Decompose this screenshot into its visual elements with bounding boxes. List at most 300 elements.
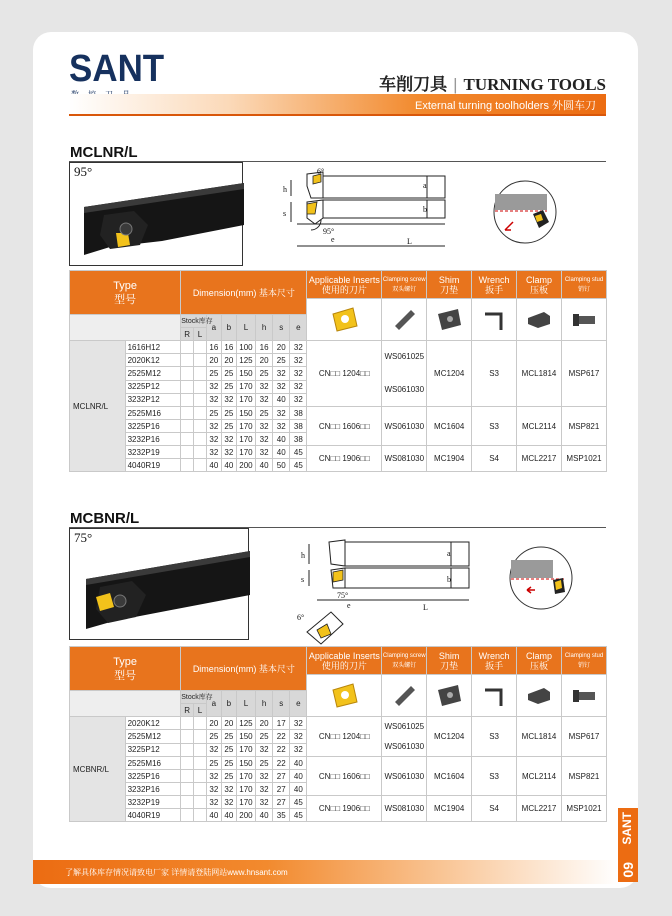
- stock-r-cell: [181, 407, 194, 420]
- screw-code: WS061025: [384, 352, 425, 361]
- type-subheader: [70, 315, 181, 341]
- brand-logo: [69, 50, 172, 100]
- dim-cell-s: 22: [273, 757, 290, 770]
- dim-cell-L: 170: [236, 743, 255, 756]
- dim-cell-a: 16: [206, 341, 221, 354]
- dim-cell-a: 32: [206, 380, 221, 393]
- table-row: [70, 446, 607, 459]
- order-code-cell: 3225P12: [125, 380, 181, 393]
- dim-cell-b: 32: [221, 446, 236, 459]
- dim-angle-top: 6°: [317, 167, 325, 176]
- dim-cell-h: 25: [256, 730, 273, 743]
- shim-cell: MC1904: [427, 796, 472, 822]
- dim-cell-b: 25: [221, 367, 236, 380]
- order-code-cell: 2020K12: [125, 354, 181, 367]
- stock-r-cell: [181, 757, 194, 770]
- dim-cell-h: 32: [256, 796, 273, 809]
- dim-cell-e: 32: [290, 393, 307, 406]
- dim-a: a: [447, 549, 451, 558]
- lead-angle: 95°: [74, 164, 93, 179]
- dim-cell-s: 22: [273, 743, 290, 756]
- clamp-header: Clamp 压板: [517, 271, 562, 299]
- dim-cell-b: 25: [221, 420, 236, 433]
- stock-l-cell: [194, 809, 207, 822]
- cutting-diagram-mclnr: [489, 180, 561, 244]
- dim-cell-h: 32: [256, 420, 273, 433]
- table-row: [70, 717, 607, 730]
- dim-cell-L: 200: [236, 809, 255, 822]
- cutting-diagram-mcbnr: [505, 546, 577, 610]
- dim-cell-a: 20: [206, 717, 221, 730]
- dim-cell-e: 38: [290, 433, 307, 446]
- insert-header: Applicable Inserts 使用的刀片: [307, 271, 382, 299]
- dim-cell-h: 16: [256, 341, 273, 354]
- insert-icon: [307, 299, 382, 341]
- dim-cell-L: 125: [236, 717, 255, 730]
- order-code-cell: 2525M16: [125, 757, 181, 770]
- dim-cell-L: 170: [236, 783, 255, 796]
- dim-cell-h: 32: [256, 770, 273, 783]
- dim-cell-s: 35: [273, 809, 290, 822]
- dim-cell-e: 45: [290, 446, 307, 459]
- dim-h: h: [301, 551, 305, 560]
- order-code-cell: 3225P12: [125, 743, 181, 756]
- dim-cell-b: 32: [221, 393, 236, 406]
- shim-cell: MC1604: [427, 407, 472, 446]
- order-code-cell: 2525M12: [125, 367, 181, 380]
- order-code-cell: 2525M16: [125, 407, 181, 420]
- col-a: a: [206, 691, 221, 717]
- stock-l-cell: [194, 380, 207, 393]
- dim-h: h: [283, 185, 287, 194]
- type-subheader: [70, 691, 181, 717]
- subtitle-bar: [69, 94, 606, 116]
- title-en: TURNING TOOLS: [463, 75, 606, 94]
- shim-cell: MC1604: [427, 757, 472, 796]
- stud-cell: MSP821: [561, 757, 606, 796]
- dim-angle-top: 75°: [337, 591, 349, 600]
- dim-e: e: [331, 235, 335, 244]
- wrench-cell: S3: [472, 717, 517, 757]
- clamp-cell: MCL1814: [517, 341, 562, 407]
- lead-angle: 75°: [74, 530, 93, 545]
- dim-cell-b: 25: [221, 743, 236, 756]
- dim-cell-L: 170: [236, 770, 255, 783]
- screw-icon: [382, 299, 427, 341]
- dim-cell-b: 20: [221, 354, 236, 367]
- dim-angle-bottom: 95°: [323, 227, 335, 236]
- dim-cell-b: 25: [221, 730, 236, 743]
- dim-cell-s: 32: [273, 367, 290, 380]
- shim-cell: MC1204: [427, 717, 472, 757]
- catalog-page: [33, 32, 638, 888]
- stock-l-cell: [194, 341, 207, 354]
- wrench-icon: [472, 675, 517, 717]
- dim-cell-L: 170: [236, 393, 255, 406]
- stock-l-cell: [194, 783, 207, 796]
- dim-cell-a: 32: [206, 446, 221, 459]
- dimension-drawing-mclnr: [277, 166, 453, 256]
- dim-cell-a: 32: [206, 796, 221, 809]
- dim-cell-e: 32: [290, 743, 307, 756]
- stock-l: L: [194, 704, 207, 717]
- dim-L: L: [407, 237, 412, 246]
- dim-cell-a: 32: [206, 433, 221, 446]
- stud-icon: [561, 299, 606, 341]
- dim-cell-s: 27: [273, 770, 290, 783]
- dim-cell-e: 45: [290, 796, 307, 809]
- stock-l-cell: [194, 446, 207, 459]
- order-code-cell: 2020K12: [125, 717, 181, 730]
- stock-l-cell: [194, 393, 207, 406]
- stock-header: Stock库存: [181, 691, 207, 704]
- screw-cell: WS081030: [382, 796, 427, 822]
- dim-cell-s: 22: [273, 730, 290, 743]
- dim-cell-h: 32: [256, 446, 273, 459]
- dim-b: b: [447, 575, 451, 584]
- stock-r-cell: [181, 354, 194, 367]
- title-cn: 车削刀具: [379, 75, 448, 94]
- dim-cell-e: 38: [290, 420, 307, 433]
- dim-cell-a: 25: [206, 730, 221, 743]
- tool-photo-mcbnr: [69, 528, 249, 640]
- stud-cell: MSP617: [561, 341, 606, 407]
- dim-cell-L: 170: [236, 380, 255, 393]
- stud-cell: MSP1021: [561, 446, 606, 472]
- col-L: L: [236, 691, 255, 717]
- wrench-icon: [472, 299, 517, 341]
- stock-l: L: [194, 328, 207, 341]
- screw-code: WS061025: [384, 722, 425, 731]
- dim-cell-s: 27: [273, 783, 290, 796]
- screw-cell: WS061030: [382, 757, 427, 796]
- order-code-cell: 3232P16: [125, 433, 181, 446]
- shim-header: Shim 刀垫: [427, 647, 472, 675]
- dim-cell-e: 32: [290, 354, 307, 367]
- dim-cell-s: 50: [273, 459, 290, 472]
- dim-cell-a: 32: [206, 743, 221, 756]
- subtitle-text: External turning toolholders 外圆车刀: [415, 100, 596, 112]
- dim-cell-a: 40: [206, 809, 221, 822]
- dim-cell-h: 32: [256, 380, 273, 393]
- spec-table-mclnr: [69, 270, 607, 472]
- dim-cell-s: 27: [273, 796, 290, 809]
- screw-header: Clamping screw 双头螺钉: [382, 271, 427, 299]
- stock-r: R: [181, 328, 194, 341]
- stock-l-cell: [194, 354, 207, 367]
- dim-cell-b: 25: [221, 380, 236, 393]
- dim-a: a: [423, 181, 427, 190]
- col-b: b: [221, 691, 236, 717]
- wrench-cell: S3: [472, 757, 517, 796]
- dim-cell-b: 40: [221, 459, 236, 472]
- dim-cell-a: 40: [206, 459, 221, 472]
- dim-cell-e: 40: [290, 783, 307, 796]
- dim-cell-h: 32: [256, 393, 273, 406]
- dim-cell-e: 32: [290, 730, 307, 743]
- dim-cell-e: 32: [290, 380, 307, 393]
- stock-l-cell: [194, 367, 207, 380]
- clamp-cell: MCL2217: [517, 796, 562, 822]
- dim-cell-s: 32: [273, 420, 290, 433]
- dim-cell-h: 20: [256, 354, 273, 367]
- dim-cell-h: 25: [256, 367, 273, 380]
- dim-cell-s: 32: [273, 380, 290, 393]
- stock-r-cell: [181, 809, 194, 822]
- dim-cell-s: 20: [273, 341, 290, 354]
- table-row: [70, 757, 607, 770]
- dim-cell-b: 32: [221, 783, 236, 796]
- stud-header: Clamping stud 销钉: [561, 271, 606, 299]
- dim-angle-bottom: 6°: [297, 613, 305, 622]
- stock-r-cell: [181, 796, 194, 809]
- dim-cell-h: 20: [256, 717, 273, 730]
- stock-r-cell: [181, 783, 194, 796]
- screw-cell: WS081030: [382, 446, 427, 472]
- brand-name: SANT: [69, 48, 165, 90]
- order-code-cell: 3232P12: [125, 393, 181, 406]
- stock-r-cell: [181, 380, 194, 393]
- dim-cell-h: 40: [256, 459, 273, 472]
- shim-cell: MC1204: [427, 341, 472, 407]
- order-code-cell: 3232P19: [125, 446, 181, 459]
- order-code-cell: 3232P16: [125, 783, 181, 796]
- shim-icon: [427, 675, 472, 717]
- spec-table-mcbnr: [69, 646, 607, 822]
- stock-r-cell: [181, 433, 194, 446]
- col-e: e: [290, 315, 307, 341]
- dim-cell-L: 170: [236, 796, 255, 809]
- dim-s: s: [301, 575, 305, 584]
- dim-e: e: [347, 601, 351, 610]
- clamp-cell: MCL1814: [517, 717, 562, 757]
- dimension-header: Dimension(mm) 基本尺寸: [181, 271, 307, 315]
- dim-cell-a: 32: [206, 393, 221, 406]
- family-cell: MCBNR/L: [70, 717, 126, 822]
- screw-cell: [382, 717, 427, 757]
- dim-cell-a: 32: [206, 420, 221, 433]
- stock-r-cell: [181, 393, 194, 406]
- dim-cell-h: 25: [256, 757, 273, 770]
- shim-header: Shim 刀垫: [427, 271, 472, 299]
- stud-icon: [561, 675, 606, 717]
- order-code-cell: 1616H12: [125, 341, 181, 354]
- type-header: Type 型号: [70, 647, 181, 691]
- wrench-header: Wrench 扳手: [472, 271, 517, 299]
- dim-cell-e: 45: [290, 459, 307, 472]
- clamp-icon: [517, 675, 562, 717]
- dim-cell-b: 25: [221, 407, 236, 420]
- order-code-cell: 3225P16: [125, 770, 181, 783]
- stock-l-cell: [194, 796, 207, 809]
- dim-cell-e: 40: [290, 770, 307, 783]
- insert-cell: CN□□ 1906□□: [307, 446, 382, 472]
- dim-cell-s: 40: [273, 433, 290, 446]
- stock-l-cell: [194, 757, 207, 770]
- stock-r: R: [181, 704, 194, 717]
- stock-r-cell: [181, 341, 194, 354]
- dim-cell-L: 170: [236, 420, 255, 433]
- clamp-icon: [517, 299, 562, 341]
- stock-r-cell: [181, 459, 194, 472]
- dim-cell-a: 20: [206, 354, 221, 367]
- col-L: L: [236, 315, 255, 341]
- footer-text: 了解具体库存情况请致电厂家 详情请登陆网站www.hnsant.com: [65, 868, 288, 877]
- side-brand: SANT: [620, 812, 634, 845]
- stock-l-cell: [194, 730, 207, 743]
- toolholder-photo-icon: [70, 163, 244, 267]
- dim-cell-a: 25: [206, 407, 221, 420]
- dimension-drawing-mcbnr: [297, 528, 477, 646]
- order-code-cell: 4040R19: [125, 459, 181, 472]
- dim-cell-e: 32: [290, 367, 307, 380]
- dim-cell-a: 25: [206, 367, 221, 380]
- wrench-cell: S3: [472, 341, 517, 407]
- dim-cell-a: 32: [206, 783, 221, 796]
- dim-cell-h: 32: [256, 433, 273, 446]
- col-s: s: [273, 315, 290, 341]
- col-b: b: [221, 315, 236, 341]
- clamp-cell: MCL2217: [517, 446, 562, 472]
- insert-cell: CN□□ 1204□□: [307, 717, 382, 757]
- dim-cell-s: 40: [273, 446, 290, 459]
- dim-cell-a: 32: [206, 770, 221, 783]
- dim-cell-b: 32: [221, 433, 236, 446]
- dim-cell-e: 32: [290, 341, 307, 354]
- stud-cell: MSP1021: [561, 796, 606, 822]
- dim-cell-s: 40: [273, 393, 290, 406]
- order-code-cell: 4040R19: [125, 809, 181, 822]
- stock-r-cell: [181, 743, 194, 756]
- order-code-cell: 3225P16: [125, 420, 181, 433]
- insert-header: Applicable Inserts 使用的刀片: [307, 647, 382, 675]
- stud-cell: MSP617: [561, 717, 606, 757]
- dim-cell-e: 40: [290, 757, 307, 770]
- insert-cell: CN□□ 1606□□: [307, 757, 382, 796]
- clamp-header: Clamp 压板: [517, 647, 562, 675]
- footer-bar: [33, 860, 618, 884]
- dim-cell-L: 150: [236, 730, 255, 743]
- stock-l-cell: [194, 407, 207, 420]
- dim-cell-e: 45: [290, 809, 307, 822]
- dimension-header: Dimension(mm) 基本尺寸: [181, 647, 307, 691]
- dim-cell-h: 25: [256, 407, 273, 420]
- dim-cell-L: 170: [236, 446, 255, 459]
- col-h: h: [256, 691, 273, 717]
- stud-header: Clamping stud 销钉: [561, 647, 606, 675]
- dim-cell-L: 200: [236, 459, 255, 472]
- stock-r-cell: [181, 446, 194, 459]
- col-a: a: [206, 315, 221, 341]
- dim-s: s: [283, 209, 287, 218]
- page-title: [379, 70, 606, 95]
- table-row: [70, 407, 607, 420]
- order-code-cell: 3232P19: [125, 796, 181, 809]
- screw-icon: [382, 675, 427, 717]
- stock-l-cell: [194, 459, 207, 472]
- dim-L: L: [423, 603, 428, 612]
- dim-cell-L: 170: [236, 433, 255, 446]
- insert-cell: CN□□ 1906□□: [307, 796, 382, 822]
- wrench-cell: S3: [472, 407, 517, 446]
- dim-cell-s: 32: [273, 407, 290, 420]
- stud-cell: MSP821: [561, 407, 606, 446]
- section-title-mclnr: MCLNR/L: [70, 144, 138, 161]
- dim-cell-L: 100: [236, 341, 255, 354]
- side-page-tab: [618, 808, 638, 882]
- order-code-cell: 2525M12: [125, 730, 181, 743]
- type-header: Type 型号: [70, 271, 181, 315]
- stock-l-cell: [194, 770, 207, 783]
- dim-cell-L: 150: [236, 757, 255, 770]
- dim-cell-e: 32: [290, 717, 307, 730]
- toolholder-photo-icon: [70, 529, 250, 641]
- table-row: [70, 796, 607, 809]
- dim-cell-b: 40: [221, 809, 236, 822]
- shim-cell: MC1904: [427, 446, 472, 472]
- clamp-cell: MCL2114: [517, 757, 562, 796]
- stock-r-cell: [181, 770, 194, 783]
- screw-code: WS061030: [384, 384, 425, 394]
- tool-photo-mclnr: [69, 162, 243, 266]
- dim-cell-b: 16: [221, 341, 236, 354]
- shim-icon: [427, 299, 472, 341]
- dim-cell-h: 40: [256, 809, 273, 822]
- col-s: s: [273, 691, 290, 717]
- stock-r-cell: [181, 367, 194, 380]
- screw-cell: WS061030: [382, 407, 427, 446]
- dim-cell-a: 25: [206, 757, 221, 770]
- section-title-mcbnr: MCBNR/L: [70, 510, 140, 527]
- screw-header: Clamping screw 双头螺钉: [382, 647, 427, 675]
- col-e: e: [290, 691, 307, 717]
- dim-cell-h: 32: [256, 783, 273, 796]
- stock-l-cell: [194, 420, 207, 433]
- insert-icon: [307, 675, 382, 717]
- dim-cell-h: 32: [256, 743, 273, 756]
- insert-cell: CN□□ 1204□□: [307, 341, 382, 407]
- dim-cell-b: 20: [221, 717, 236, 730]
- title-separator: |: [453, 75, 458, 94]
- stock-l-cell: [194, 743, 207, 756]
- dim-cell-L: 125: [236, 354, 255, 367]
- clamp-cell: MCL2114: [517, 407, 562, 446]
- table-row: [70, 341, 607, 354]
- stock-l-cell: [194, 717, 207, 730]
- page-number: 09: [620, 862, 636, 878]
- stock-l-cell: [194, 433, 207, 446]
- stock-r-cell: [181, 717, 194, 730]
- dim-cell-b: 32: [221, 796, 236, 809]
- family-cell: MCLNR/L: [70, 341, 126, 472]
- screw-cell: [382, 341, 427, 407]
- dim-cell-s: 17: [273, 717, 290, 730]
- screw-code: WS061030: [384, 741, 425, 751]
- dim-cell-b: 25: [221, 757, 236, 770]
- stock-r-cell: [181, 730, 194, 743]
- dim-cell-e: 38: [290, 407, 307, 420]
- col-h: h: [256, 315, 273, 341]
- wrench-cell: S4: [472, 446, 517, 472]
- wrench-header: Wrench 扳手: [472, 647, 517, 675]
- dim-cell-L: 150: [236, 407, 255, 420]
- stock-header: Stock库存: [181, 315, 207, 328]
- dim-b: b: [423, 205, 427, 214]
- dim-cell-b: 25: [221, 770, 236, 783]
- dim-cell-L: 150: [236, 367, 255, 380]
- wrench-cell: S4: [472, 796, 517, 822]
- insert-cell: CN□□ 1606□□: [307, 407, 382, 446]
